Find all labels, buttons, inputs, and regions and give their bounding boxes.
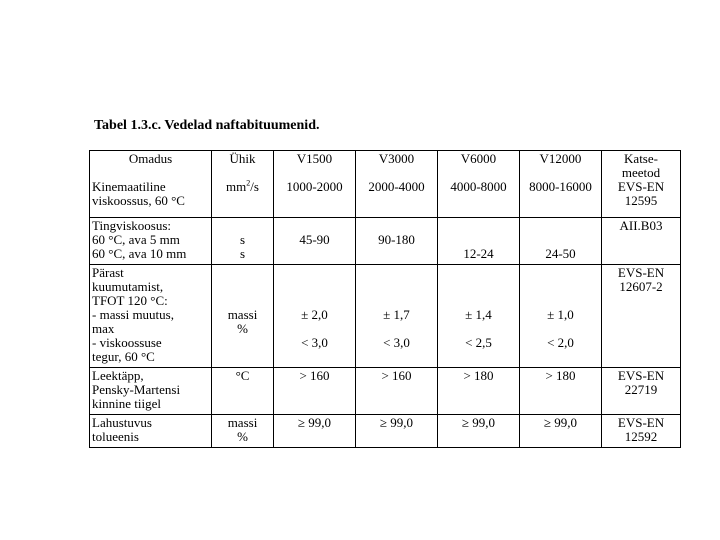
method-label: 12607-2 bbox=[619, 279, 663, 294]
property-label: 60 °C, ava 5 mm bbox=[92, 232, 180, 247]
method-label: 12595 bbox=[624, 193, 658, 208]
unit-label: $mm^2/s$ bbox=[226, 178, 259, 194]
property-label: - massi muutus, bbox=[92, 307, 174, 322]
method-label: EVS-EN bbox=[617, 415, 665, 430]
property-label: Pensky-Martensi bbox=[92, 382, 181, 397]
value-cell bbox=[520, 415, 602, 448]
method-label: 22719 bbox=[624, 382, 658, 397]
bitumen-table bbox=[89, 150, 681, 448]
property-cell bbox=[90, 218, 212, 265]
method-label: EVS-EN bbox=[617, 179, 665, 194]
value-cell bbox=[356, 265, 438, 368]
header-label: V6000 bbox=[460, 151, 497, 166]
property-label: Pärast bbox=[92, 265, 124, 280]
header-label: V3000 bbox=[378, 151, 415, 166]
method-cell bbox=[602, 415, 681, 448]
property-label: max bbox=[92, 321, 115, 336]
property-label: - viskoossuse bbox=[92, 335, 162, 350]
header-v3000 bbox=[356, 151, 438, 218]
value-cell bbox=[520, 368, 602, 415]
unit-cell bbox=[212, 265, 274, 368]
property-cell bbox=[90, 368, 212, 415]
value-text: ± 1,4 bbox=[465, 307, 492, 322]
value-text: > 160 bbox=[381, 368, 412, 383]
header-omadus bbox=[90, 151, 212, 218]
value-text: > 180 bbox=[545, 368, 576, 383]
header-label: V1500 bbox=[296, 151, 333, 166]
property-label: Leektäpp, bbox=[92, 368, 144, 383]
header-label: V12000 bbox=[539, 151, 582, 166]
property-label: Tingviskoosus: bbox=[92, 218, 171, 233]
property-cell bbox=[90, 415, 212, 448]
method-cell bbox=[602, 265, 681, 368]
unit-label: °C bbox=[235, 368, 250, 383]
method-cell bbox=[602, 368, 681, 415]
value-text: ≥ 99,0 bbox=[297, 415, 332, 430]
value-text: < 2,5 bbox=[465, 335, 492, 350]
header-v1500 bbox=[274, 151, 356, 218]
table-row bbox=[90, 415, 681, 448]
property-label: TFOT 120 °C: bbox=[92, 293, 168, 308]
method-label: EVS-EN bbox=[617, 265, 665, 280]
property-label: viskoossus, 60 °C bbox=[92, 193, 185, 208]
method-label: EVS-EN bbox=[617, 368, 665, 383]
value-text: ± 1,7 bbox=[383, 307, 410, 322]
property-label: kinnine tiigel bbox=[92, 396, 161, 411]
value-text: 90-180 bbox=[378, 232, 415, 247]
value-text: ≥ 99,0 bbox=[379, 415, 414, 430]
table-row bbox=[90, 265, 681, 368]
value-text: ≥ 99,0 bbox=[543, 415, 578, 430]
property-label: kuumutamist, bbox=[92, 279, 164, 294]
value-text: > 160 bbox=[299, 368, 330, 383]
value-cell bbox=[438, 218, 520, 265]
value-text: 12-24 bbox=[463, 246, 494, 261]
header-v12000 bbox=[520, 151, 602, 218]
value-cell bbox=[356, 368, 438, 415]
header-v6000 bbox=[438, 151, 520, 218]
value-cell bbox=[274, 265, 356, 368]
method-cell bbox=[602, 218, 681, 265]
unit-label: massi bbox=[227, 307, 258, 322]
value-text: > 180 bbox=[463, 368, 494, 383]
unit-cell bbox=[212, 415, 274, 448]
value-cell: 8000-16000 bbox=[529, 179, 592, 194]
table-row bbox=[90, 368, 681, 415]
unit-label: s bbox=[239, 232, 246, 247]
value-text: 45-90 bbox=[299, 232, 330, 247]
value-cell bbox=[274, 218, 356, 265]
header-row bbox=[90, 151, 681, 218]
value-text: < 3,0 bbox=[383, 335, 410, 350]
value-cell bbox=[274, 368, 356, 415]
property-label: tolueenis bbox=[92, 429, 139, 444]
value-cell: 2000-4000 bbox=[368, 179, 425, 194]
unit-label: % bbox=[237, 429, 248, 444]
value-text: ± 1,0 bbox=[547, 307, 574, 322]
value-cell bbox=[356, 218, 438, 265]
value-text: ≥ 99,0 bbox=[461, 415, 496, 430]
property-label: tegur, 60 °C bbox=[92, 349, 155, 364]
property-label: Kinemaatiline bbox=[92, 179, 166, 194]
value-cell: 4000-8000 bbox=[450, 179, 507, 194]
header-unit bbox=[212, 151, 274, 218]
unit-cell bbox=[212, 368, 274, 415]
value-cell bbox=[438, 265, 520, 368]
table-title: Tabel 1.3.c. Vedelad naftabituumenid. bbox=[94, 118, 320, 133]
value-cell bbox=[438, 368, 520, 415]
method-label: AII.B03 bbox=[619, 218, 663, 233]
value-cell bbox=[274, 415, 356, 448]
property-label: 60 °C, ava 10 mm bbox=[92, 246, 187, 261]
value-cell bbox=[520, 265, 602, 368]
unit-label: s bbox=[239, 246, 246, 261]
value-text: < 2,0 bbox=[547, 335, 574, 350]
unit-label: % bbox=[237, 321, 248, 336]
property-label: Lahustuvus bbox=[92, 415, 152, 430]
header-method: Katse- meetod EVS-EN 12595 bbox=[602, 151, 681, 218]
value-cell: 1000-2000 bbox=[286, 179, 343, 194]
value-text: < 3,0 bbox=[301, 335, 328, 350]
value-cell bbox=[438, 415, 520, 448]
value-text: 24-50 bbox=[545, 246, 576, 261]
header-label: Ühik bbox=[229, 151, 256, 166]
value-text: ± 2,0 bbox=[301, 307, 328, 322]
property-cell bbox=[90, 265, 212, 368]
table-row bbox=[90, 218, 681, 265]
value-cell bbox=[520, 218, 602, 265]
header-label: Omadus bbox=[128, 151, 173, 166]
value-cell bbox=[356, 415, 438, 448]
method-label: 12592 bbox=[624, 429, 658, 444]
unit-label: massi bbox=[227, 415, 258, 430]
unit-cell bbox=[212, 218, 274, 265]
